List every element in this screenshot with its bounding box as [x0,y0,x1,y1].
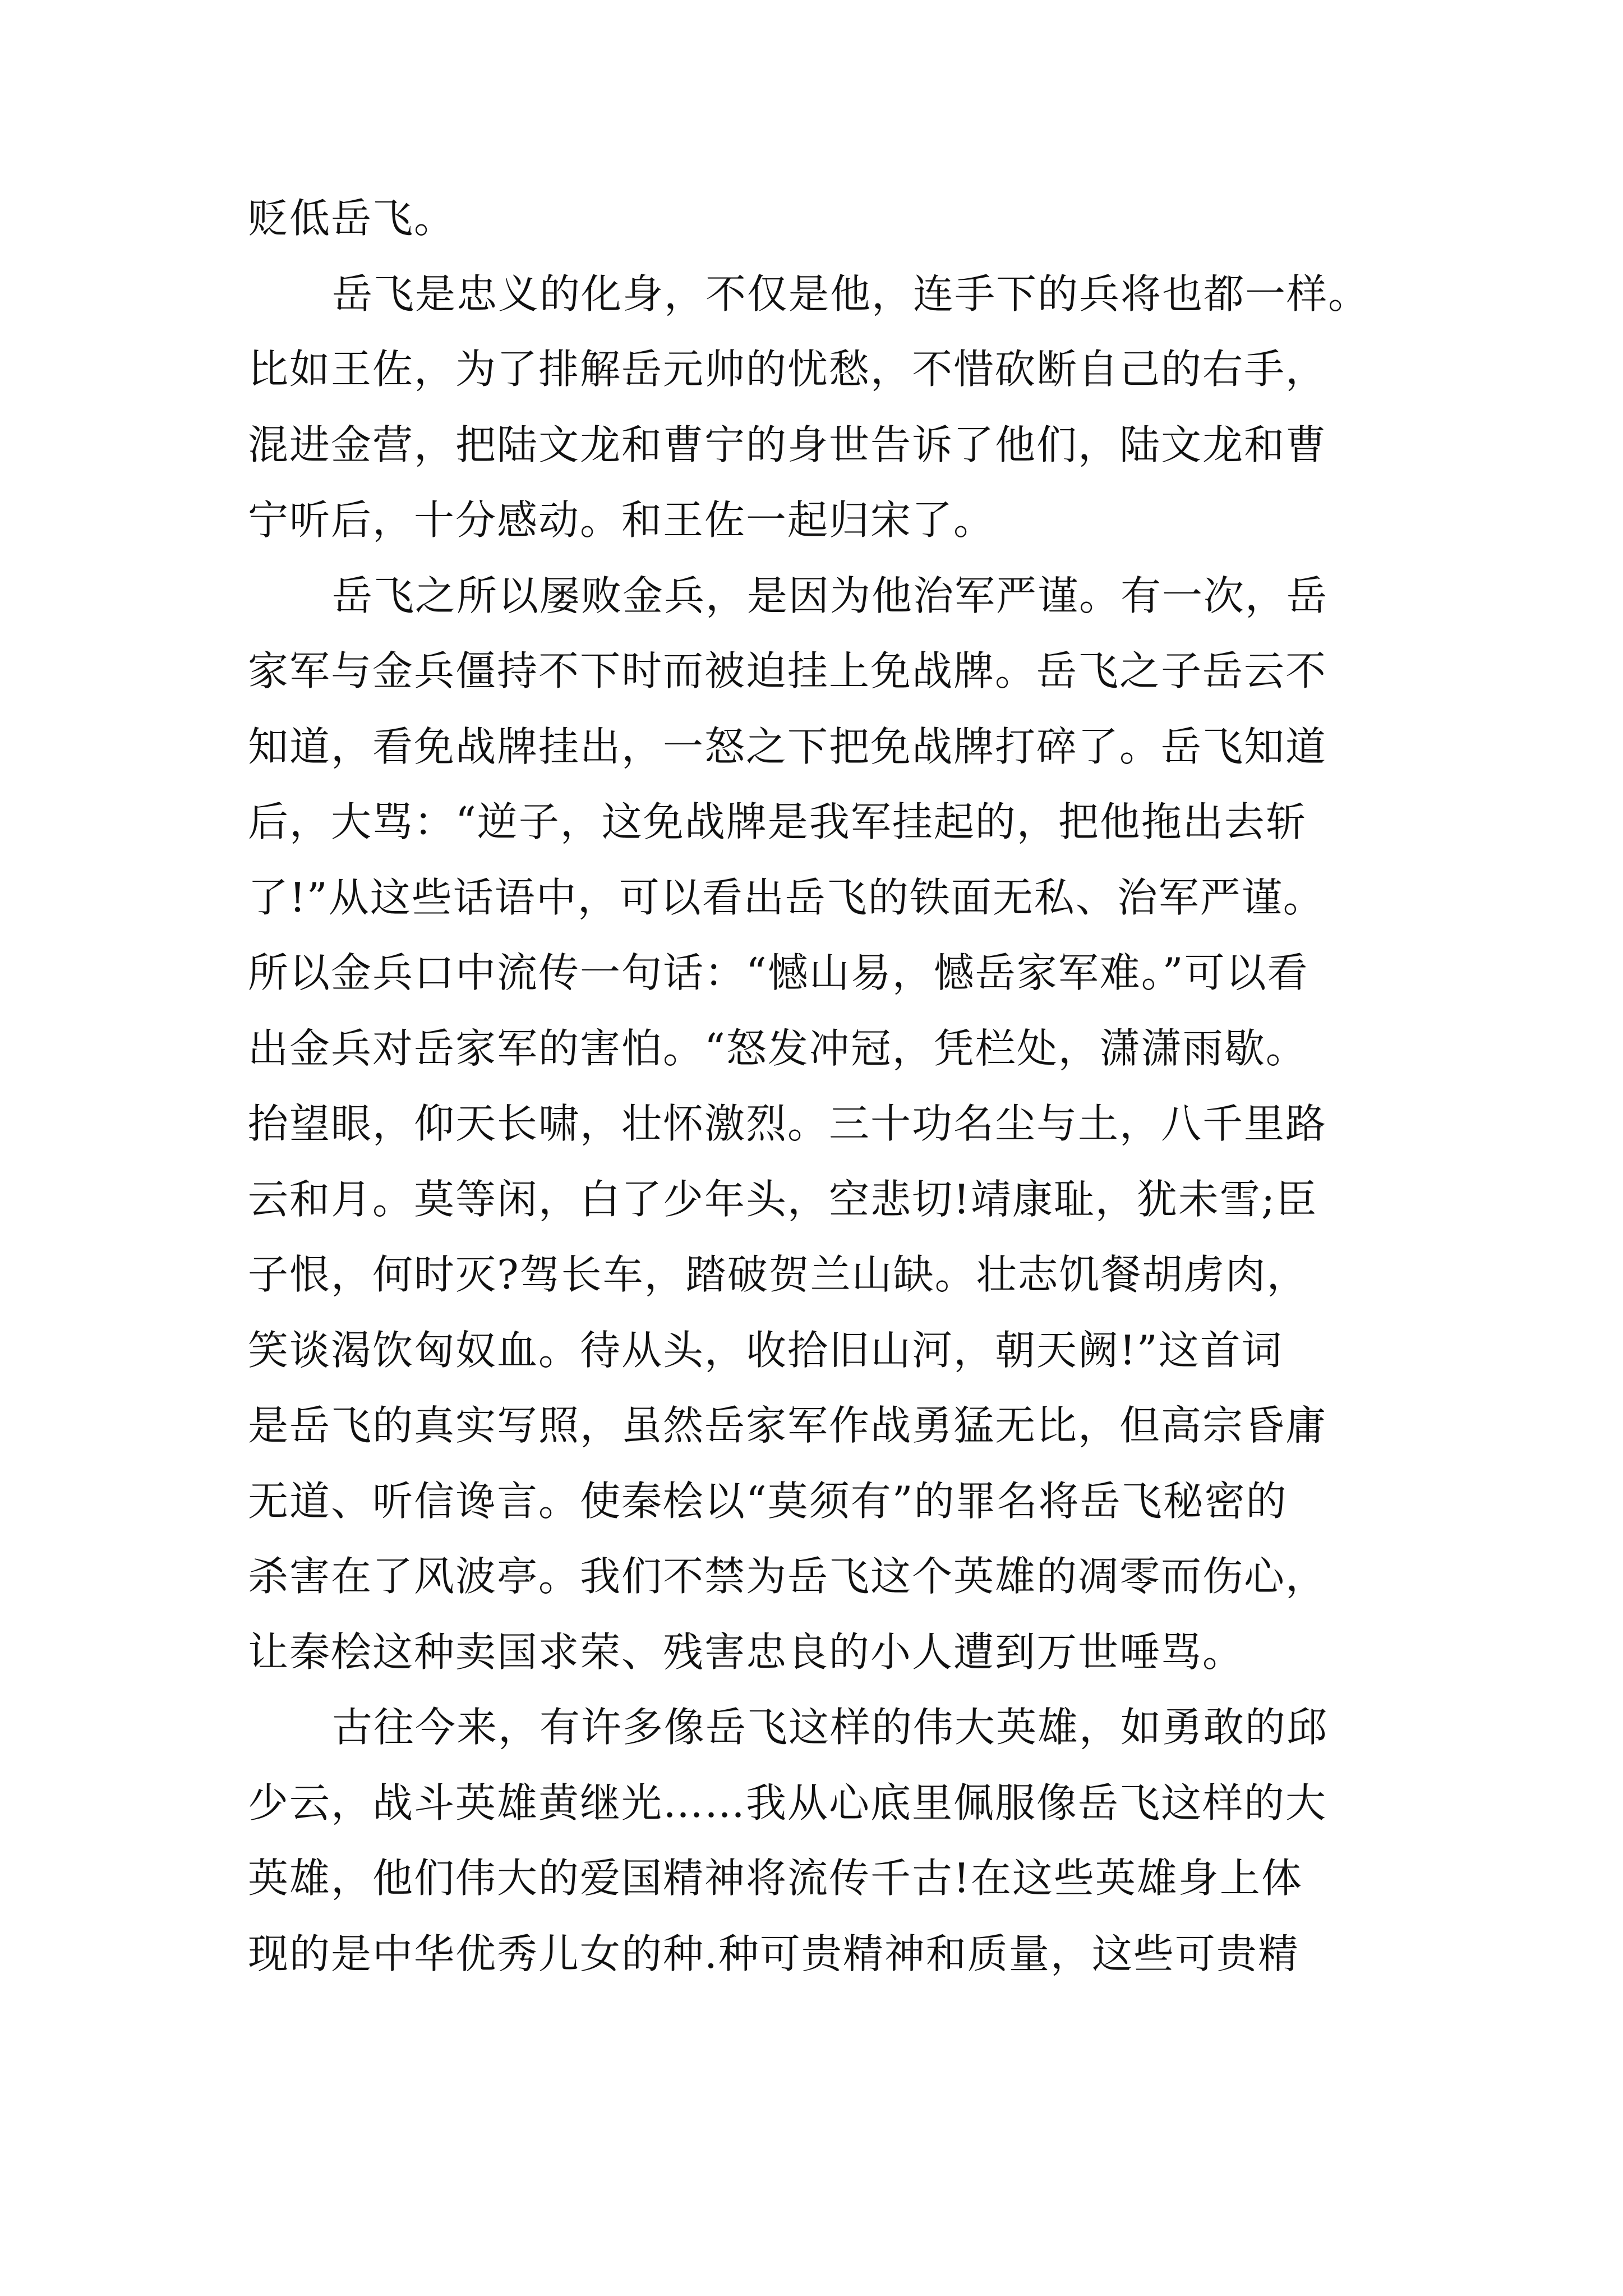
text-line: 所以金兵口中流传一句话：“憾山易，憾岳家军难。”可以看 [248,949,1309,996]
text-line: 出金兵对岳家军的害怕。“怒发冲冠，凭栏处，潇潇雨歇。 [248,1024,1307,1072]
text-line: 比如王佐，为了排解岳元帅的忧愁，不惜砍断自己的右手， [248,346,1327,393]
text-line: 后，大骂：“逆子，这免战牌是我军挂起的，把他拖出去斩 [248,798,1307,845]
text-line: 云和月。莫等闲，白了少年头，空悲切!靖康耻，犹未雪;臣 [248,1175,1318,1223]
text-line: 岳飞是忠义的化身，不仅是他，连手下的兵将也都一样。 [332,270,1370,318]
text-line: 古往今来，有许多像岳飞这样的伟大英雄，如勇敢的邱 [332,1704,1329,1751]
body-text [248,181,1403,1991]
text-line: 让秦桧这种卖国求荣、残害忠良的小人遭到万世唾骂。 [248,1628,1244,1676]
text-line: 贬低岳飞。 [248,195,456,242]
text-line: 知道，看免战牌挂出，一怒之下把免战牌打碎了。岳飞知道 [248,723,1327,770]
text-line: 英雄，他们伟大的爱国精神将流传千古!在这些英雄身上体 [248,1855,1303,1902]
text-line: 抬望眼，仰天长啸，壮怀激烈。三十功名尘与土，八千里路 [248,1100,1327,1147]
text-line: 杀害在了风波亭。我们不禁为岳飞这个英雄的凋零而伤心， [248,1553,1327,1600]
text-line: 子恨，何时灭?驾长车，踏破贺兰山缺。壮志饥餐胡虏肉， [248,1251,1308,1298]
text-line: 现的是中华优秀儿女的种.种可贵精神和质量，这些可贵精 [248,1930,1299,1977]
text-line: 混进金营，把陆文龙和曹宁的身世告诉了他们，陆文龙和曹 [248,421,1327,468]
text-line: 家军与金兵僵持不下时而被迫挂上免战牌。岳飞之子岳云不 [248,647,1327,694]
text-line: 少云，战斗英雄黄继光……我从心底里佩服像岳飞这样的大 [248,1779,1327,1826]
text-line: 岳飞之所以屡败金兵，是因为他治军严谨。有一次，岳 [332,572,1329,619]
text-line: 是岳飞的真实写照，虽然岳家军作战勇猛无比，但高宗昏庸 [248,1402,1327,1449]
text-line: 无道、听信谗言。使秦桧以“莫须有”的罪名将岳飞秘密的 [248,1477,1288,1525]
text-line: 宁听后，十分感动。和王佐一起归宋了。 [248,496,995,544]
text-line: 了!”从这些话语中，可以看出岳飞的铁面无私、治军严谨。 [248,873,1325,921]
text-line: 笑谈渴饮匈奴血。待从头，收拾旧山河，朝天阙!”这首词 [248,1326,1283,1374]
